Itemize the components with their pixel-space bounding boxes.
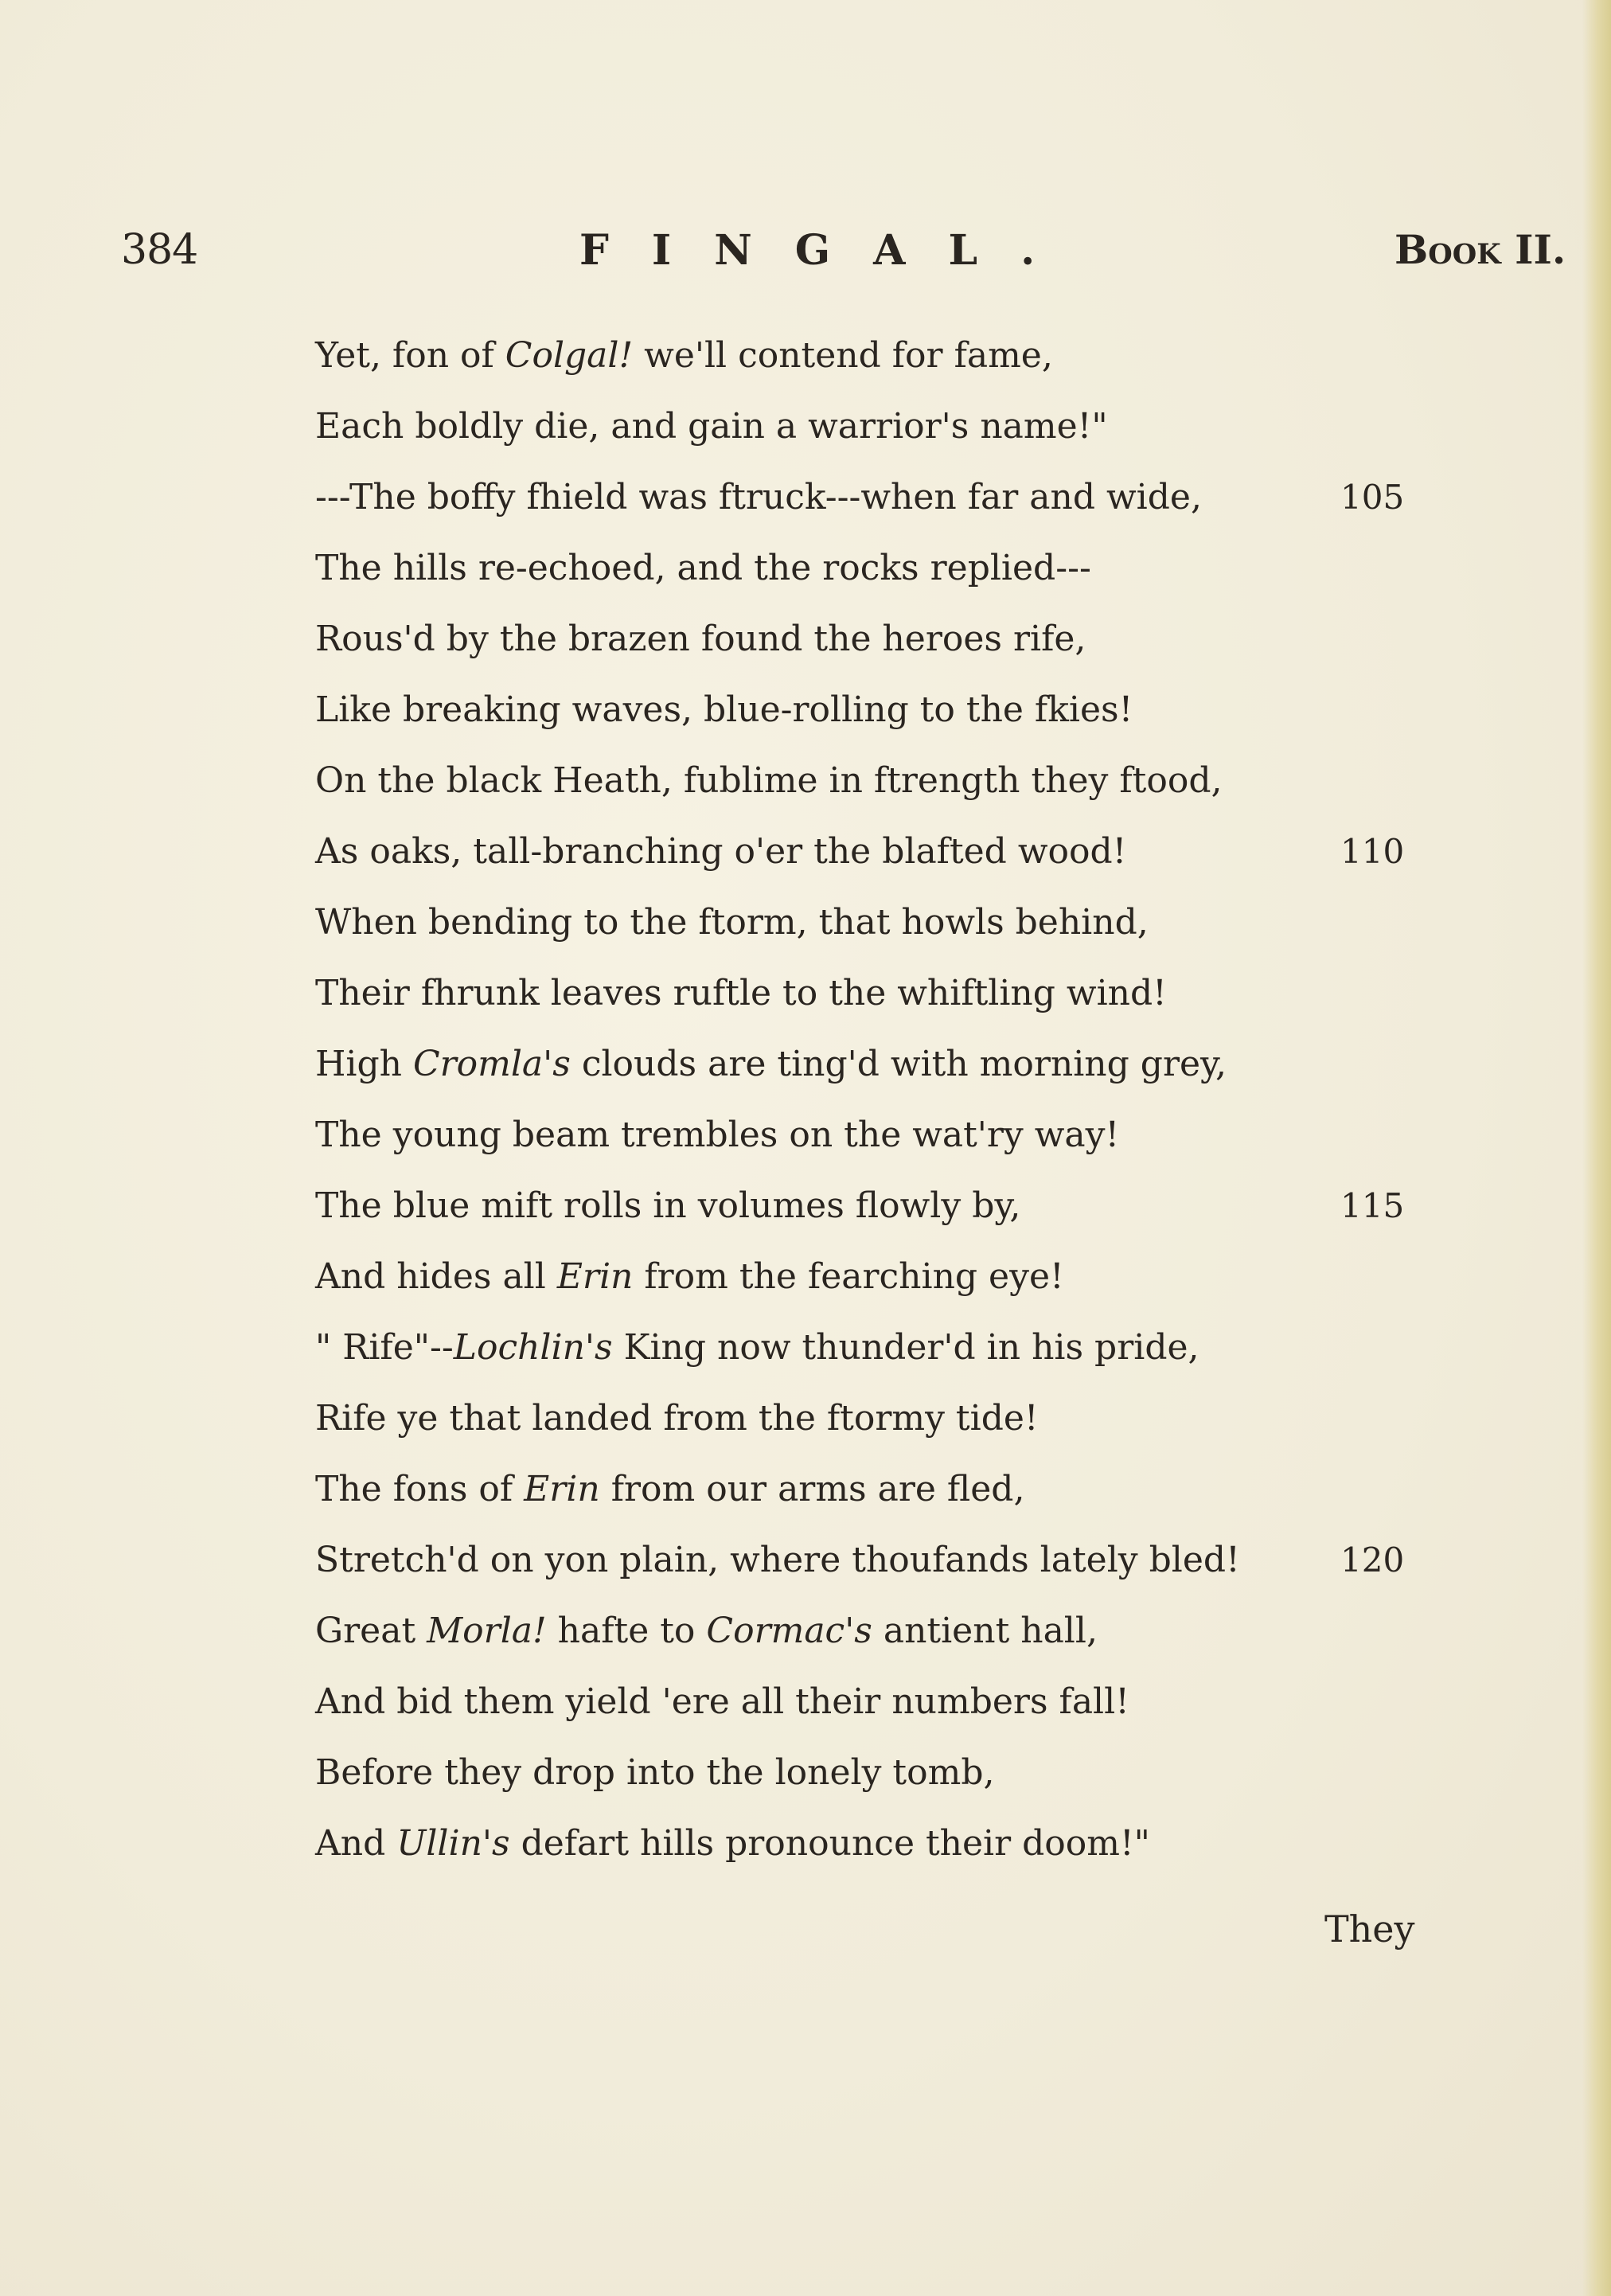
verse-italic-name: Cromla's — [412, 1044, 571, 1084]
verse-text: The young beam trembles on the wat'ry way! — [315, 1115, 1120, 1155]
verse-text: Stretch'd on yon plain, where thoufands lately bled! — [315, 1540, 1240, 1580]
verse-text: antient hall, — [872, 1611, 1098, 1651]
verse-line — [315, 1454, 1430, 1525]
book-label: Book II. — [1395, 226, 1566, 273]
verse-text: Like breaking waves, blue-rolling to the fkies! — [315, 689, 1133, 730]
verse-text: When bending to the ftorm, that howls behind, — [315, 902, 1149, 943]
line-number: 115 — [1340, 1186, 1405, 1225]
verse-text: The blue mift rolls in volumes flowly by, — [315, 1185, 1021, 1226]
page-number: 384 — [121, 226, 198, 274]
verse-line — [315, 1595, 1430, 1666]
verse-text: from our arms are fled, — [599, 1469, 1025, 1509]
verse-line — [315, 674, 1430, 745]
verse-italic-name: Erin — [524, 1469, 600, 1509]
verse-text: The hills re-echoed, and the rocks replied--- — [315, 548, 1091, 588]
verse-line — [315, 1666, 1430, 1737]
verse-text: Great — [315, 1611, 427, 1651]
verse-text: from the fearching eye! — [633, 1256, 1064, 1297]
verse-text: As oaks, tall-branching o'er the blafted wood! — [315, 831, 1127, 872]
verse-text: And hides all — [315, 1256, 557, 1297]
verse-text: And — [315, 1823, 397, 1864]
verse-line — [315, 1383, 1430, 1454]
running-header — [0, 209, 1611, 280]
verse-text: Yet, fon of — [315, 335, 505, 376]
verse-text: Their fhrunk leaves ruftle to the whiftling wind! — [315, 973, 1167, 1013]
line-number: 105 — [1340, 478, 1405, 517]
verse-italic-name: Erin — [556, 1256, 634, 1297]
verse-line — [315, 391, 1430, 462]
verse-text: clouds are ting'd with morning grey, — [570, 1044, 1227, 1084]
verse-line — [315, 1029, 1430, 1099]
verse-text: Rous'd by the brazen found the heroes rife, — [315, 619, 1086, 659]
verse-text: And bid them yield 'ere all their numbers fall! — [315, 1681, 1129, 1722]
verse-line — [315, 1525, 1430, 1595]
verse-text: defart hills pronounce their doom!" — [509, 1823, 1150, 1864]
verse-text: High — [315, 1044, 413, 1084]
verse-line — [315, 320, 1430, 391]
verse-line — [315, 1170, 1430, 1241]
catchword: They — [1324, 1907, 1415, 1950]
verse-italic-name: Cormac's — [706, 1611, 872, 1651]
verse-line — [315, 1241, 1430, 1312]
verse-text: hafte to — [546, 1611, 707, 1651]
verse-text: " Rife"-- — [315, 1327, 454, 1368]
verse-line — [315, 745, 1430, 816]
verse-line — [315, 1737, 1430, 1808]
verse-italic-name: Lochlin's — [453, 1327, 613, 1368]
verse-line — [315, 1312, 1430, 1383]
verse-line — [315, 816, 1430, 887]
verse-line — [315, 887, 1430, 958]
verse-line — [315, 1099, 1430, 1170]
line-number: 110 — [1340, 832, 1405, 871]
verse-italic-name: Colgal! — [505, 335, 634, 376]
page-edge-shadow — [1582, 0, 1611, 2296]
verse-line — [315, 958, 1430, 1029]
verse-text: ---The boffy fhield was ftruck---when far and wide, — [315, 477, 1202, 517]
verse-line — [315, 462, 1430, 533]
verse-line — [315, 1808, 1430, 1879]
verse-italic-name: Ullin's — [396, 1823, 510, 1864]
verse-line — [315, 603, 1430, 674]
poem-verse — [315, 320, 1430, 1879]
verse-text: King now thunder'd in his pride, — [612, 1327, 1199, 1368]
verse-italic-name: Morla! — [427, 1611, 547, 1651]
verse-text: we'll contend for fame, — [633, 335, 1053, 376]
verse-line — [315, 533, 1430, 603]
verse-text: Before they drop into the lonely tomb, — [315, 1752, 995, 1793]
line-number: 120 — [1340, 1540, 1405, 1579]
verse-text: On the black Heath, fublime in ftrength they ftood, — [315, 760, 1223, 801]
verse-text: Rife ye that landed from the ftormy tide! — [315, 1398, 1039, 1439]
verse-text: The fons of — [315, 1469, 525, 1509]
running-title: FINGAL. — [579, 226, 1079, 275]
verse-text: Each boldly die, and gain a warrior's name!" — [315, 406, 1108, 447]
